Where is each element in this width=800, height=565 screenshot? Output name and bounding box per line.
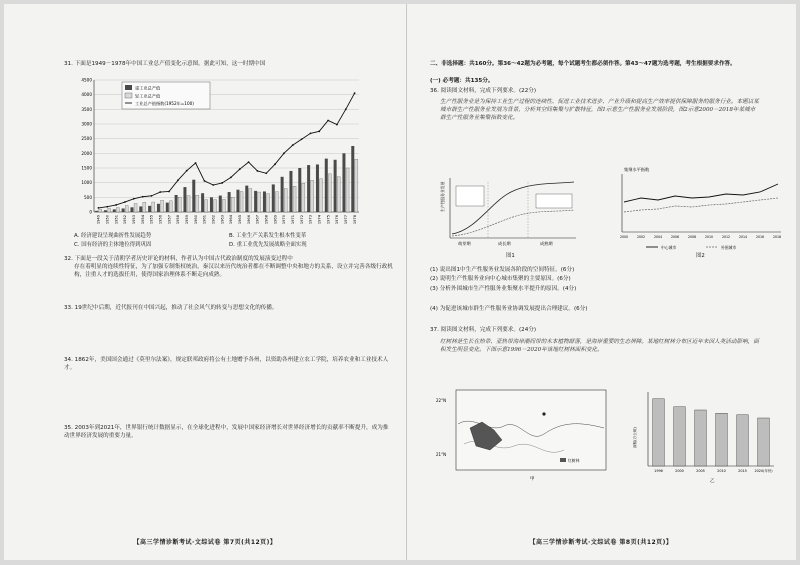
x-tick-label: 1973 xyxy=(308,215,313,225)
bar-heavy-industry xyxy=(272,184,275,212)
fig2-year-label: 2006 xyxy=(670,235,680,239)
mangrove-area-bar xyxy=(716,413,728,466)
index-point xyxy=(186,170,188,172)
x-tick-label: 1956 xyxy=(158,215,163,225)
q31-option-a: A. 经济建设呈现曲折性发展趋势 xyxy=(74,233,152,239)
mg-x-tick-label: 2020(年份) xyxy=(754,469,773,473)
q31-option-c: C. 国有经济的主体地位得到巩固 xyxy=(74,242,152,248)
bar-light-industry xyxy=(99,209,102,212)
index-point xyxy=(239,168,241,170)
fig2-year-label: 2010 xyxy=(704,235,714,239)
fig1-caption: 图1 xyxy=(506,253,515,259)
bar-heavy-industry xyxy=(307,165,310,212)
bar-heavy-industry xyxy=(113,209,116,212)
index-point xyxy=(310,132,312,134)
bar-light-industry xyxy=(108,208,111,212)
q36-sub-1: (1) 说出图1中生产性服务业发展各阶段的空间特征。(6分) xyxy=(430,267,575,273)
index-point xyxy=(257,170,259,172)
bar-light-industry xyxy=(125,206,128,212)
y-tick-label: 1000 xyxy=(81,180,92,186)
bar-light-industry xyxy=(240,191,243,212)
bar-heavy-industry xyxy=(139,206,142,212)
q36-sub-2: (2) 说明生产性服务业向中心城市集聚的主要原因。(6分) xyxy=(430,276,571,282)
bar-light-industry xyxy=(258,192,261,212)
y-tick-label: 0 xyxy=(89,209,92,215)
y-tick-label: 500 xyxy=(84,194,92,200)
index-point xyxy=(274,163,276,165)
fig1-stage-2: 成长期 xyxy=(498,241,511,246)
fig2-legend-outer: 外围城市 xyxy=(721,245,737,250)
bar-heavy-industry xyxy=(245,186,248,212)
index-point xyxy=(292,144,294,146)
mg-x-tick-label: 1996 xyxy=(654,469,663,473)
bar-heavy-industry xyxy=(342,153,345,212)
exam-sheet xyxy=(4,4,796,560)
x-tick-label: 1952 xyxy=(123,215,128,225)
x-tick-label: 1962 xyxy=(211,215,216,225)
bar-light-industry xyxy=(205,200,208,212)
y-tick-label: 2500 xyxy=(81,136,92,142)
fig2-legend-center: 中心城市 xyxy=(661,245,677,250)
fig2-year-label: 2018 xyxy=(772,235,782,239)
fig2-year-label: 2016 xyxy=(755,235,765,239)
bar-light-industry xyxy=(214,200,217,212)
bar-heavy-industry xyxy=(298,168,301,212)
bar-light-industry xyxy=(178,197,181,212)
bar-heavy-industry xyxy=(157,204,160,212)
q36-sub-4: (4) 为促进该城市群生产性服务业协调发展提出合理建议。(6分) xyxy=(430,306,588,312)
x-tick-label: 1968 xyxy=(264,215,269,225)
mg-caption: 乙 xyxy=(710,479,715,484)
index-point xyxy=(168,191,170,193)
index-point xyxy=(151,195,153,197)
bar-heavy-industry xyxy=(263,191,266,212)
fig1-second-curve xyxy=(452,210,574,236)
x-tick-label: 1951 xyxy=(114,215,119,225)
bar-heavy-industry xyxy=(325,159,328,212)
bar-heavy-industry xyxy=(104,210,107,212)
right-page-footer: 【高三学情诊断考试·文综试卷 第8页(共12页)】 xyxy=(529,539,673,546)
index-point xyxy=(248,161,250,163)
fig2-center-city-line xyxy=(624,184,778,202)
fig2-year-label: 2004 xyxy=(653,235,663,239)
fig2-year-label: 2014 xyxy=(738,235,748,239)
index-point xyxy=(283,152,285,154)
index-point xyxy=(98,207,100,209)
index-point xyxy=(115,204,117,206)
fig1-y-label: 生产性服务业发展 xyxy=(440,181,445,212)
q37-stem: 37. 阅读图文材料，完成下列要求。(24分) xyxy=(430,327,537,333)
bar-heavy-industry xyxy=(183,187,186,212)
mangrove-area-chart xyxy=(628,388,778,484)
x-tick-label: 1977 xyxy=(343,215,348,225)
bar-light-industry xyxy=(284,189,287,212)
x-tick-label: 1950 xyxy=(105,215,110,225)
section2-heading: 二、非选择题：共160分。第36～42题为必考题，每个试题考生都必须作答。第43～47题为选考题，考生根据要求作答。 xyxy=(430,61,736,67)
bar-light-industry xyxy=(302,183,305,212)
required-heading: (一) 必考题：共135分。 xyxy=(430,78,494,84)
x-tick-label: 1958 xyxy=(176,215,181,225)
bar-light-industry xyxy=(187,196,190,212)
legend-label-index: 工业总产值指数(1952年=100) xyxy=(135,101,194,106)
map-lat-label-2: 21°N xyxy=(436,452,447,457)
x-tick-label: 1959 xyxy=(184,215,189,225)
q31-stem: 31. 下面是1949－1978年中国工业总产值变化示意图。据此可知，这一时期中国 xyxy=(64,61,266,67)
y-tick-label: 3500 xyxy=(81,106,92,112)
x-tick-label: 1954 xyxy=(140,215,145,225)
chart-legend xyxy=(122,82,210,109)
bar-light-industry xyxy=(267,194,270,212)
bar-heavy-industry xyxy=(175,195,178,212)
legend-swatch-heavy xyxy=(125,85,132,90)
fig2-year-label: 2000 xyxy=(619,235,629,239)
bar-heavy-industry xyxy=(192,180,195,212)
index-point xyxy=(230,176,232,178)
bar-light-industry xyxy=(152,202,155,212)
index-point xyxy=(221,182,223,184)
fig1-stage-3: 成熟期 xyxy=(540,241,553,246)
fig1-note-box-1 xyxy=(456,186,484,206)
bar-light-industry xyxy=(143,202,146,212)
y-tick-label: 4500 xyxy=(81,77,92,83)
bar-heavy-industry xyxy=(334,160,337,212)
mangrove-area-bar xyxy=(695,410,707,466)
x-tick-label: 1975 xyxy=(326,215,331,225)
mangrove-area-bar xyxy=(653,399,665,466)
mg-x-tick-label: 2010 xyxy=(717,469,726,473)
fig2-year-label: 2012 xyxy=(721,235,731,239)
bar-heavy-industry xyxy=(228,192,231,212)
index-point xyxy=(327,120,329,122)
x-tick-label: 1969 xyxy=(273,215,278,225)
index-point xyxy=(133,198,135,200)
map-city-marker xyxy=(542,412,545,415)
bar-heavy-industry xyxy=(236,190,239,212)
bar-light-industry xyxy=(222,199,225,212)
q36-body: 生产性服务业是为保持工业生产过程的连续性、促进工业技术进步、产业升级和提高生产效率提供保障服务的服务行业。本题以某城市群生产性服务业发展为背景，分析其空间集聚与扩散特征，图1示意生产性服务业发展阶段，图2示意2000－2018年某城市群生产性服务业集聚指数变化。 xyxy=(440,99,759,122)
legend-label-light: 轻工业总产值 xyxy=(135,93,161,99)
x-tick-label: 1966 xyxy=(246,215,251,225)
bar-heavy-industry xyxy=(351,146,354,212)
q36-sub-3: (3) 分析外围城市生产性服务业集聚水平提升的原因。(4分) xyxy=(430,286,577,292)
bar-light-industry xyxy=(311,180,314,212)
x-tick-label: 1967 xyxy=(255,215,260,225)
right-page xyxy=(406,4,796,560)
fig2-year-label: 2002 xyxy=(636,235,646,239)
legend-label-heavy: 重工业总产值 xyxy=(135,85,161,91)
x-tick-label: 1974 xyxy=(317,215,322,225)
bar-heavy-industry xyxy=(289,171,292,212)
y-tick-label: 4000 xyxy=(81,92,92,98)
bar-light-industry xyxy=(196,195,199,212)
index-point xyxy=(106,206,108,208)
mangrove-area-bar xyxy=(758,418,770,466)
bar-light-industry xyxy=(346,168,349,212)
mg-x-tick-label: 2005 xyxy=(696,469,705,473)
y-tick-label: 2000 xyxy=(81,150,92,156)
index-point xyxy=(265,172,267,174)
q36-figure-1 xyxy=(436,172,586,252)
x-tick-label: 1960 xyxy=(193,215,198,225)
x-tick-label: 1970 xyxy=(282,215,287,225)
bar-light-industry xyxy=(231,197,234,212)
index-point xyxy=(336,124,338,126)
bar-heavy-industry xyxy=(281,177,284,212)
q33-stem: 33. 19世纪中后期，近代报刊在中国兴起，推动了社会风气的转变与思想文化的传播。 xyxy=(64,305,278,311)
bar-light-industry xyxy=(337,177,340,212)
bar-heavy-industry xyxy=(166,203,169,212)
index-point xyxy=(177,179,179,181)
map-lat-label-1: 22°N xyxy=(436,398,447,403)
x-tick-label: 1978 xyxy=(352,215,357,225)
bar-heavy-industry xyxy=(95,211,98,212)
q36-figure-2 xyxy=(606,164,786,252)
bar-light-industry xyxy=(328,174,331,212)
bar-heavy-industry xyxy=(130,207,133,212)
q31-option-b: B. 工业生产关系发生根本性变革 xyxy=(229,233,307,239)
fig2-year-label: 2008 xyxy=(687,235,697,239)
map-caption: 甲 xyxy=(530,477,535,482)
bar-light-industry xyxy=(116,208,119,212)
q31-option-d: D. 重工业优先发展战略全面实现 xyxy=(229,242,307,248)
legend-swatch-light xyxy=(125,93,132,98)
index-point xyxy=(204,180,206,182)
index-point xyxy=(195,162,197,164)
x-tick-label: 1953 xyxy=(131,215,136,225)
q37-map-figure xyxy=(434,384,624,484)
bar-light-industry xyxy=(275,192,278,212)
fig1-stage-1: 萌芽期 xyxy=(458,241,471,246)
index-point xyxy=(354,92,356,94)
fig1-note-box-2 xyxy=(536,194,572,208)
x-tick-label: 1972 xyxy=(299,215,304,225)
index-point xyxy=(159,191,161,193)
bar-heavy-industry xyxy=(148,206,151,212)
x-tick-label: 1963 xyxy=(220,215,225,225)
bar-light-industry xyxy=(134,203,137,212)
map-legend-swatch xyxy=(560,458,566,462)
bar-heavy-industry xyxy=(254,191,257,212)
bar-heavy-industry xyxy=(210,197,213,212)
bar-light-industry xyxy=(355,159,358,212)
x-tick-label: 1964 xyxy=(229,215,234,225)
bar-light-industry xyxy=(293,186,296,212)
q35-stem: 35. 2003年到2021年，世界银行统计数据显示，在全球化进程中，发展中国家经济增长对世界经济增长的贡献率不断提升，成为推动世界经济发展的重要力量。 xyxy=(64,425,389,440)
fig2-title: 集聚水平指数 xyxy=(624,167,650,172)
mangrove-area-bar xyxy=(674,407,686,466)
index-point xyxy=(124,201,126,203)
mangrove-area-bar xyxy=(737,415,749,466)
industrial-output-chart xyxy=(64,72,364,228)
q36-stem: 36. 阅读图文材料，完成下列要求。(22分) xyxy=(430,88,537,94)
y-tick-label: 1500 xyxy=(81,165,92,171)
map-legend-label: 红树林 xyxy=(568,458,580,463)
index-point xyxy=(212,184,214,186)
bar-light-industry xyxy=(169,201,172,212)
bar-light-industry xyxy=(320,179,323,212)
x-tick-label: 1971 xyxy=(290,215,295,225)
q34-stem: 34. 1862年，美国国会通过《莫里尔法案》，规定联邦政府将公有土地赠予各州，以资助各州建立农工学院，培养农业和工业技术人才。 xyxy=(64,357,389,372)
y-tick-label: 3000 xyxy=(81,121,92,127)
q32-stem: 32. 下面是一段关于清朝学者历史评论的材料，作者认为中国古代政治制度的发展演变过程中 xyxy=(64,256,293,262)
x-tick-label: 1965 xyxy=(237,215,242,225)
mg-y-label: 面积(万公顷) xyxy=(633,427,637,448)
x-tick-label: 1949 xyxy=(96,215,101,225)
bar-heavy-industry xyxy=(219,196,222,212)
left-page-footer: 【高三学情诊断考试·文综试卷 第7页(共12页)】 xyxy=(133,539,277,546)
q37-body: 红树林是生长在热带、亚热带海岸潮间带的木本植物群落，是海岸重要的生态屏障。某地红树林分布区近年来因人类活动影响，面积发生明显变化。下图示意1996－2020年该地红树林面积变化。 xyxy=(440,339,759,354)
index-point xyxy=(345,108,347,110)
bar-light-industry xyxy=(249,189,252,212)
x-tick-label: 1976 xyxy=(335,215,340,225)
fig2-caption: 图2 xyxy=(696,253,705,259)
fig2-outer-city-line xyxy=(624,198,778,212)
left-page xyxy=(4,4,406,560)
x-tick-label: 1955 xyxy=(149,215,154,225)
mg-x-tick-label: 2000 xyxy=(675,469,684,473)
q32-body: 存在着明显的连续性特征，为了加强专制集权统治，秦汉以来历代统治者都在不断调整中央和地方的关系，设立并完善各级行政机构，注重人才的选拔任用，使得国家治理体系不断走向成熟。 xyxy=(74,264,393,279)
x-tick-label: 1957 xyxy=(167,215,172,225)
bar-heavy-industry xyxy=(201,193,204,212)
bar-light-industry xyxy=(161,200,164,212)
x-tick-label: 1961 xyxy=(202,215,207,225)
index-point xyxy=(318,130,320,132)
index-point xyxy=(301,138,303,140)
index-point xyxy=(142,196,144,198)
bar-heavy-industry xyxy=(316,164,319,212)
bar-heavy-industry xyxy=(122,208,125,212)
mg-x-tick-label: 2015 xyxy=(738,469,747,473)
